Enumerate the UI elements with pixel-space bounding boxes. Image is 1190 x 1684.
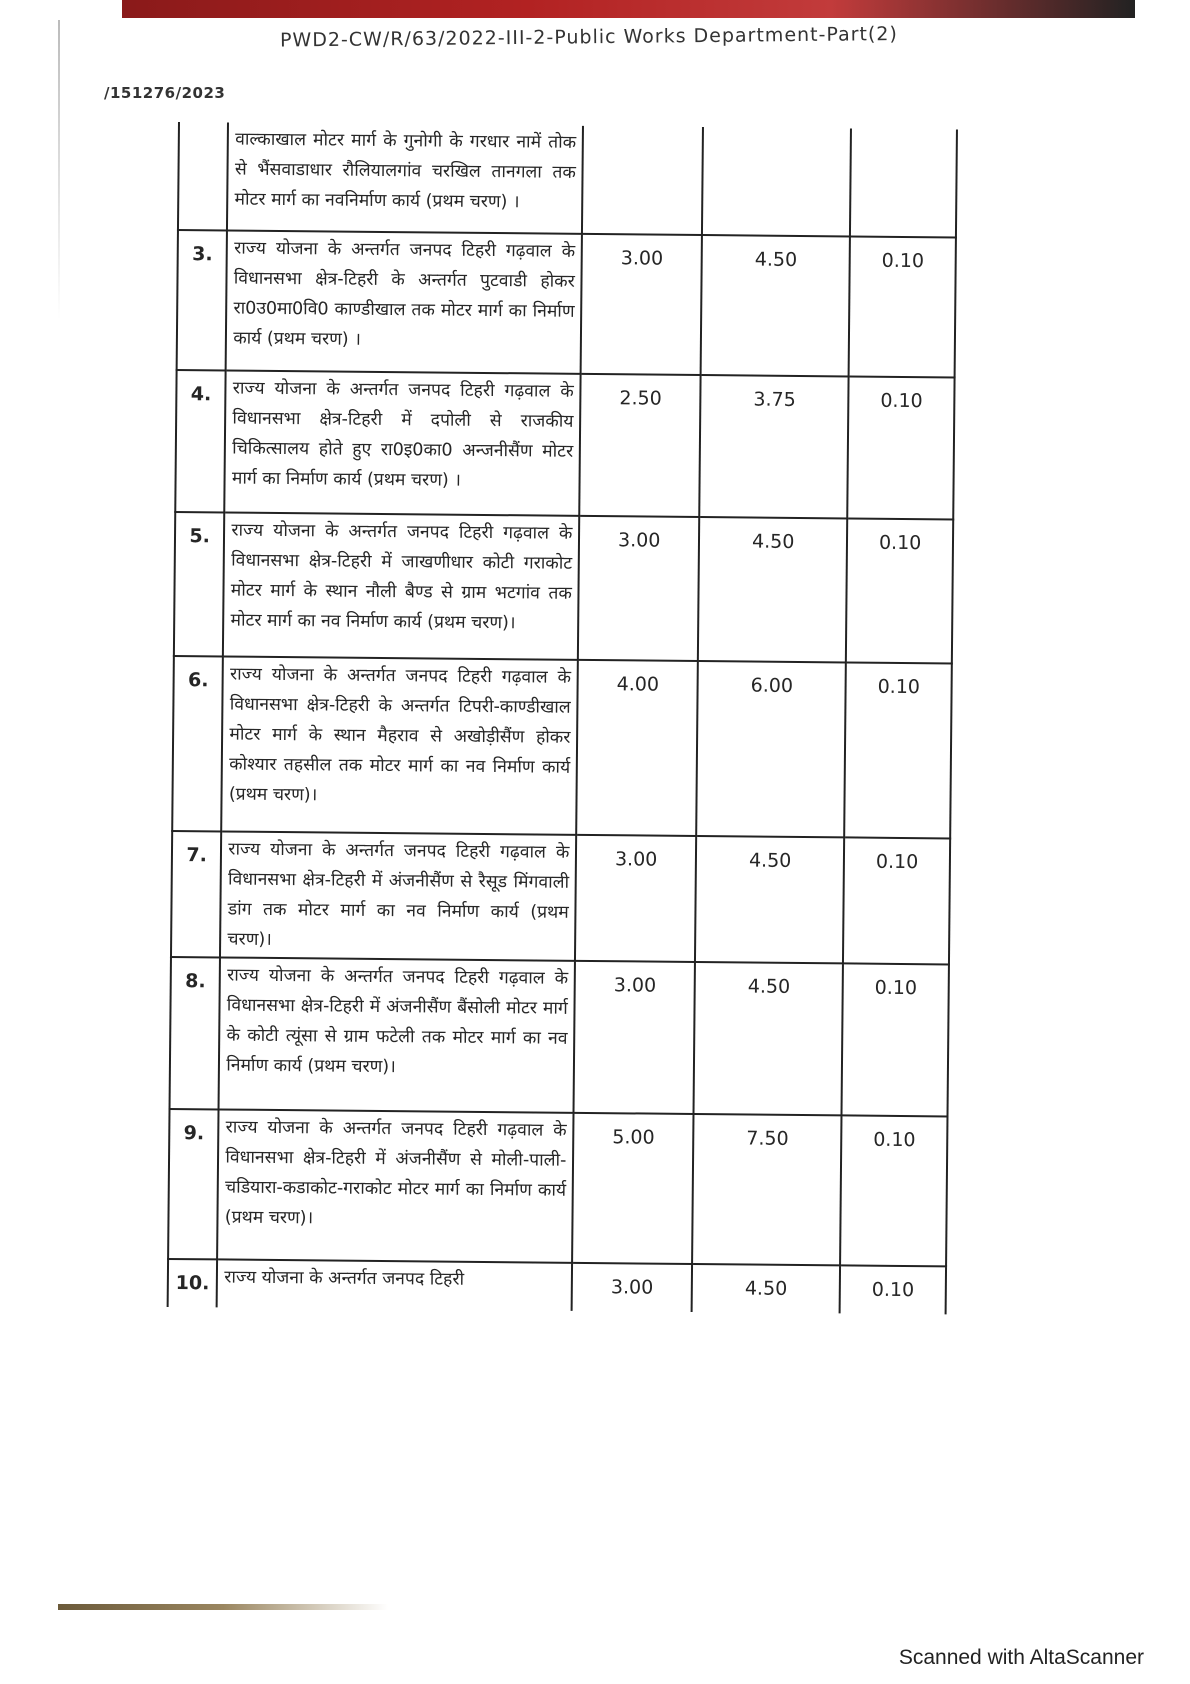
row-number [178,122,228,230]
value-col-2: 4.50 [698,517,848,662]
value-col-1: 3.00 [575,835,696,962]
row-number: 9. [168,1109,219,1259]
value-col-1: 2.50 [580,374,701,517]
value-col-2: 4.50 [695,836,844,963]
value-col-3: 0.10 [840,1115,947,1266]
row-number: 4. [175,370,226,512]
value-col-2: 6.00 [696,661,846,837]
value-col-3: 0.10 [843,837,950,964]
value-col-1: 3.00 [574,961,695,1114]
work-description: राज्य योजना के अन्तर्गत जनपद टिहरी गढ़वाल के विधानसभा क्षेत्र-टिहरी में अंजनीसैंण बैंसोली मोटर मार्ग के कोटी त्यूंसा से ग्राम फटेली तक मोटर मार्ग का नव निर्माण कार्य (प्रथम चरण)। [219,957,575,1112]
work-description: राज्य योजना के अन्तर्गत जनपद टिहरी गढ़वाल के विधानसभा क्षेत्र-टिहरी में अंजनीसैंण से रैसूड मिंगवाली डांग तक मोटर मार्ग का नव निर्माण कार्य (प्रथम चरण)। [220,831,576,960]
table-row [170,957,949,1116]
row-number: 6. [172,656,223,831]
scan-top-border [122,0,1135,18]
table-row [168,1109,947,1266]
work-description: राज्य योजना के अन्तर्गत जनपद टिहरी गढ़वाल के विधानसभा क्षेत्र-टिहरी में अंजनीसैंण से मोली-पाली-चडियारा-कडाकोट-गराकोट मोटर मार्ग का निर्माण कार्य (प्रथम चरण)। [217,1109,573,1262]
value-col-2 [702,127,851,236]
row-number: 8. [170,957,221,1109]
value-col-3: 0.10 [845,662,952,838]
table-row [172,656,952,838]
scanner-watermark: Scanned with AltaScanner [898,1646,1144,1669]
works-table [167,122,958,1314]
work-description: राज्य योजना के अन्तर्गत जनपद टिहरी गढ़वाल के विधानसभा क्षेत्र-टिहरी में जाखणीधार कोटी गराकोट मोटर मार्ग के स्थान नौली बैण्ड से ग्राम भटगांव तक मोटर मार्ग का नव निर्माण कार्य (प्रथम चरण)। [223,512,579,659]
row-number: 10. [168,1259,218,1307]
value-col-1: 4.00 [577,660,698,836]
value-col-1: 3.00 [578,516,699,661]
value-col-2: 4.50 [692,1264,841,1313]
work-description: राज्य योजना के अन्तर्गत जनपद टिहरी गढ़वाल के विधानसभा क्षेत्र-टिहरी के अन्तर्गत पुटवाडी होकर रा0उ0मा0वि0 काण्डीखाल तक मोटर मार्ग का निर्माण कार्य (प्रथम चरण) । [226,230,582,373]
table-row [174,512,953,663]
table-row [178,122,957,237]
table-row [168,1259,946,1314]
value-col-1: 3.00 [581,234,702,375]
work-description: राज्य योजना के अन्तर्गत जनपद टिहरी गढ़वाल के विधानसभा क्षेत्र-टिहरी के अन्तर्गत टिपरी-काण्डीखाल मोटर मार्ग के स्थान मैहराव से अखोड़ीसैंण होकर कोश्यार तहसील तक मोटर मार्ग का नव निर्माण कार्य (प्रथम चरण)। [222,656,579,834]
value-col-2: 7.50 [692,1114,842,1265]
value-col-3: 0.10 [848,376,955,519]
scan-left-edge [58,20,60,320]
row-number: 5. [174,512,225,656]
table-row [171,831,950,964]
table-row [175,370,954,519]
work-description: राज्य योजना के अन्तर्गत जनपद टिहरी गढ़वाल के विधानसभा क्षेत्र-टिहरी में दपोली से राजकीय चिकित्सालय होते हुए रा0इ0का0 अन्जनीसैंण मोटर मार्ग का निर्माण कार्य (प्रथम चरण) । [225,370,581,515]
value-col-3: 0.10 [840,1265,946,1314]
row-number: 3. [177,230,228,370]
work-description: राज्य योजना के अन्तर्गत जनपद टिहरी [217,1259,572,1310]
table-row [177,230,956,377]
value-col-3 [850,128,957,237]
value-col-2: 4.50 [701,235,851,376]
document-header: PWD2-CW/R/63/2022-III-2-Public Works Department-Part(2) [279,22,898,52]
value-col-1: 5.00 [572,1113,693,1264]
value-col-2: 4.50 [694,962,844,1115]
value-col-2: 3.75 [699,375,849,518]
scan-bottom-mark [58,1604,388,1610]
value-col-3: 0.10 [842,963,949,1116]
value-col-1: 3.00 [572,1263,692,1312]
value-col-3: 0.10 [849,236,956,377]
value-col-1 [582,126,703,235]
reference-number: /151276/2023 [104,84,226,102]
row-number: 7. [171,831,222,957]
work-description: वाल्काखाल मोटर मार्ग के गुनोगी के गरधार नामें तोक से भैंसवाडाधार रौलियालगांव चरखिल तानगला तक मोटर मार्ग का नवनिर्माण कार्य (प्रथम चरण) । [227,122,583,233]
value-col-3: 0.10 [846,518,953,663]
